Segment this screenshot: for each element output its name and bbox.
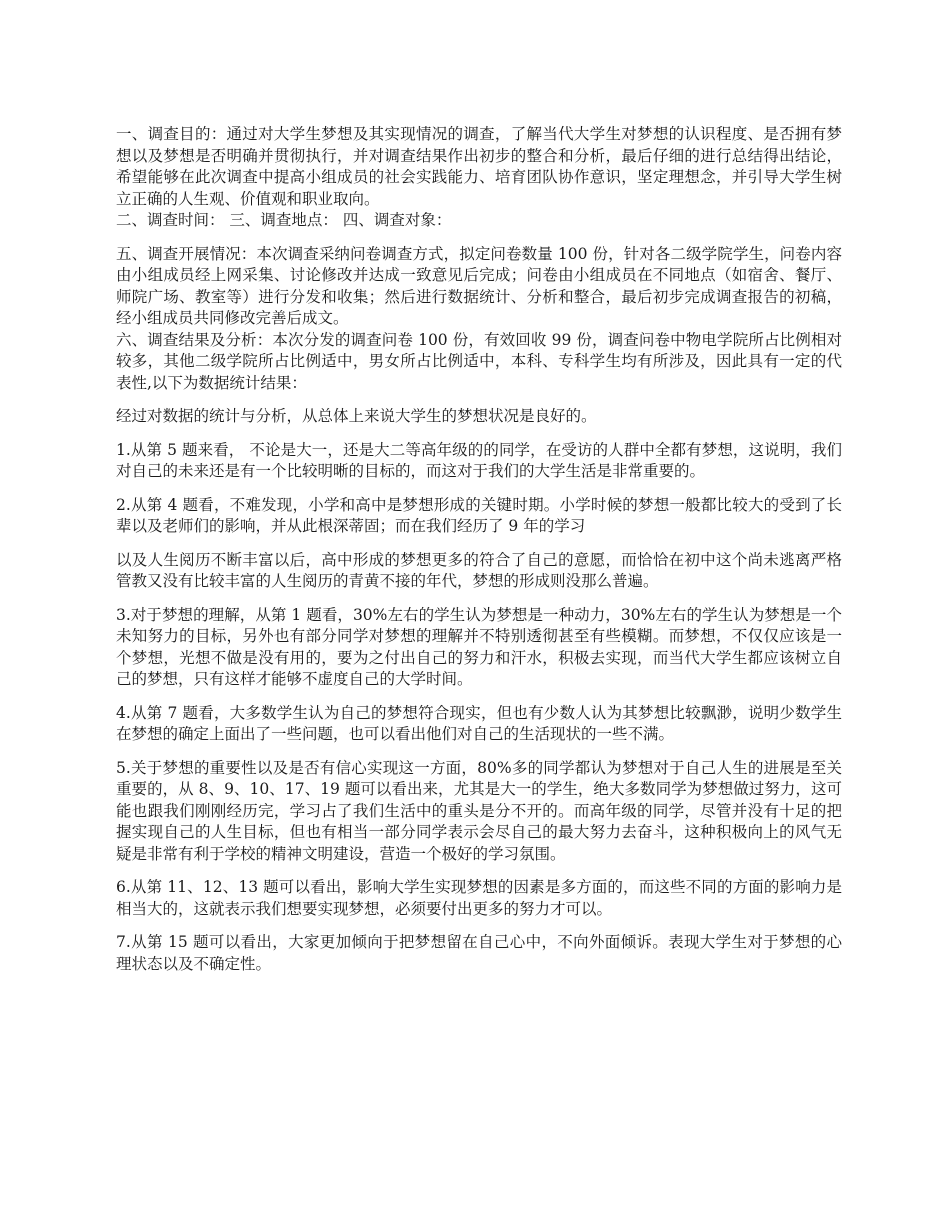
paragraph-overall-conclusion: 经过对数据的统计与分析，从总体上来说大学生的梦想状况是良好的。 [116, 407, 597, 425]
paragraph-finding-1: 1.从第 5 题来看， 不论是大一，还是大二等高年级的的同学，在受访的人群中全都有梦想，这说明，我们对自己的未来还是有一个比较明晰的目标的，而这对于我们的大学生活是非常重要的。 [116, 440, 842, 480]
paragraph-finding-2: 2.从第 4 题看，不难发现，小学和高中是梦想形成的关键时期。小学时候的梦想一般都比较大的受到了长辈以及老师们的影响，并从此根深蒂固；而在我们经历了 9 年的学习 [116, 495, 842, 535]
paragraph-purpose: 一、调查目的：通过对大学生梦想及其实现情况的调查，了解当代大学生对梦想的认识程度、是否拥有梦想以及梦想是否明确并贯彻执行，并对调查结果作出初步的整合和分析，最后仔细的进行总结得出结论，希望能够在此次调查中提高小组成员的社会实践能力、培育团队协作意识，坚定理想念，并引导大学生树立正确的人生观、价值观和职业取向。 [116, 125, 842, 208]
document-body [116, 124, 842, 987]
paragraph-finding-5: 5.关于梦想的重要性以及是否有信心实现这一方面，80%多的同学都认为梦想对于自己人生的进展是至关重要的，从 8、9、10、17、19 题可以看出来，尤其是大一的学生，绝大多数同学为梦想做过努力，这可能也跟我们刚刚经历完，学习占了我们生活中的重头是分不开的。而高年级的同学，尽管并没有十足的把握实现自己的人生目标，但也有相当一部分同学表示会尽自己的最大努力去奋斗，这种积极向上的风气无疑是非常有利于学校的精神文明建设，营造一个极好的学习氛围。 [116, 758, 842, 863]
paragraph-time-place-target: 二、调查时间： 三、调查地点： 四、调查对象： [116, 211, 452, 229]
paragraph-results-analysis: 六、调查结果及分析：本次分发的调查问卷 100 份，有效回收 99 份，调查问卷中物电学院所占比例相对较多，其他二级学院所占比例适中，男女所占比例适中，本科、专科学生均有所涉及，因此具有一定的代表性,以下为数据统计结果： [116, 330, 842, 392]
paragraph-finding-6: 6.从第 11、12、13 题可以看出，影响大学生实现梦想的因素是多方面的，而这些不同的方面的影响力是相当大的，这就表示我们想要实现梦想，必须要付出更多的努力才可以。 [116, 878, 842, 918]
paragraph-finding-3: 3.对于梦想的理解，从第 1 题看，30%左右的学生认为梦想是一种动力，30%左右的学生认为梦想是一个未知努力的目标，另外也有部分同学对梦想的理解并不特别透彻甚至有些模糊。而梦想，不仅仅应该是一个梦想，光想不做是没有用的，要为之付出自己的努力和汗水，积极去实现，而当代大学生都应该树立自己的梦想，只有这样才能够不虚度自己的大学时间。 [116, 605, 842, 688]
paragraph-finding-2-continued: 以及人生阅历不断丰富以后，高中形成的梦想更多的符合了自己的意愿，而恰恰在初中这个尚未逃离严格管教又没有比较丰富的人生阅历的青黄不接的年代，梦想的形成则没那么普遍。 [116, 550, 842, 590]
paragraph-finding-7: 7.从第 15 题可以看出，大家更加倾向于把梦想留在自己心中，不向外面倾诉。表现大学生对于梦想的心理状态以及不确定性。 [116, 933, 842, 973]
paragraph-survey-process: 五、调查开展情况：本次调查采纳问卷调查方式，拟定问卷数量 100 份，针对各二级学院学生，问卷内容由小组成员经上网采集、讨论修改并达成一致意见后完成；问卷由小组成员在不同地点（如宿舍、餐厅、师院广场、教室等）进行分发和收集；然后进行数据统计、分析和整合，最后初步完成调查报告的初稿，经小组成员共同修改完善后成文。 [116, 244, 842, 327]
paragraph-finding-4: 4.从第 7 题看，大多数学生认为自己的梦想符合现实，但也有少数人认为其梦想比较飘渺，说明少数学生在梦想的确定上面出了一些问题，也可以看出他们对自己的生活现状的一些不满。 [116, 703, 842, 743]
